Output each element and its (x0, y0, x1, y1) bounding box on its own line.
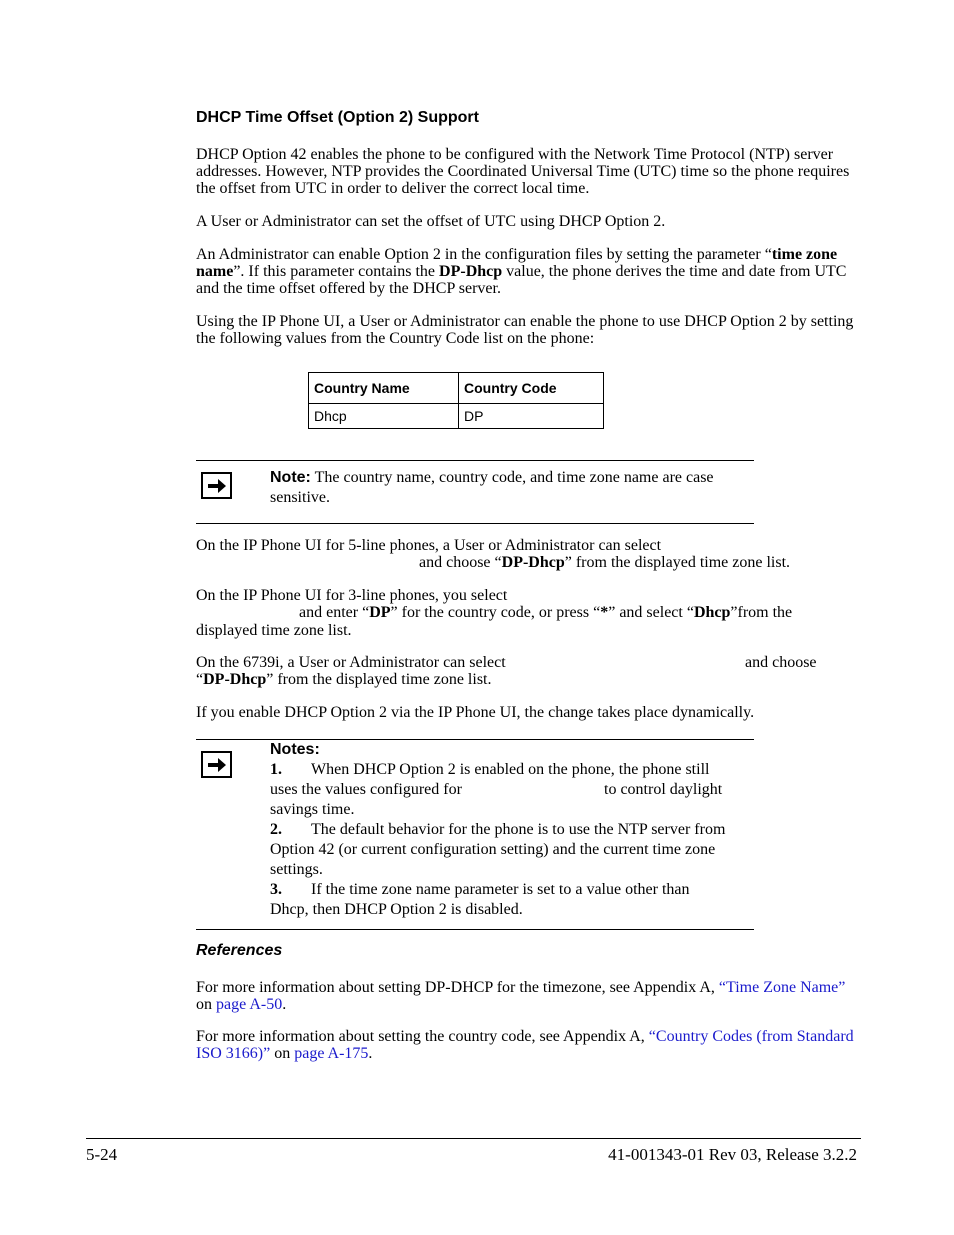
paragraph-3line-b: and enter “DP” for the country code, or press “*” and select “Dhcp”from the (299, 604, 793, 621)
link-time-zone-name[interactable]: “Time Zone Name” (718, 979, 846, 996)
list-item: 2. The default behavior for the phone is to use the NTP server from (270, 821, 726, 838)
paragraph-5line-a: On the IP Phone UI for 5-line phones, a User or Administrator can select (196, 537, 662, 554)
table-header-country-name: Country Name (309, 373, 459, 404)
table-header-country-code: Country Code (459, 373, 604, 404)
note-top-rule (196, 460, 754, 461)
paragraph-3line-c: displayed time zone list. (196, 622, 352, 639)
paragraph-6739i-a: On the 6739i, a User or Administrator can select (196, 654, 506, 671)
footer-rule (86, 1138, 861, 1139)
paragraph-6739i-c: “DP-Dhcp” from the displayed time zone list. (196, 671, 492, 688)
document-id: 41-001343-01 Rev 03, Release 3.2.2 (608, 1145, 857, 1164)
list-item: 3. If the time zone name parameter is set to a value other than (270, 881, 690, 898)
section-heading: DHCP Time Offset (Option 2) Support (196, 109, 479, 126)
paragraph-config: An Administrator can enable Option 2 in the configuration files by setting the parameter “time zone name”. If this parameter contains the DP-Dhcp value, the phone derives the time and date from UTC and the time offset offered by the DHCP server. (196, 246, 847, 297)
list-item-line: Dhcp, then DHCP Option 2 is disabled. (270, 901, 523, 918)
notes-label: Notes: (270, 741, 320, 758)
references-heading: References (196, 942, 283, 959)
link-page-a-50[interactable]: page A-50 (216, 996, 283, 1013)
table-row (309, 404, 604, 429)
link-page-a-175[interactable]: page A-175 (294, 1045, 369, 1062)
paragraph-intro: DHCP Option 42 enables the phone to be configured with the Network Time Protocol (NTP) server addresses. However, NTP provides the Coordinated Universal Time (UTC) time so the phone requires the offset from UTC in order to deliver the correct local time. (196, 146, 850, 197)
notes-bottom-rule (196, 929, 754, 930)
note-case-sensitive: Note: The country name, country code, and time zone name are case sensitive. (270, 469, 714, 506)
list-item-line: Option 42 (or current configuration setting) and the current time zone (270, 841, 716, 858)
list-item-line: savings time. (270, 801, 355, 818)
paragraph-3line-a: On the IP Phone UI for 3-line phones, you select (196, 587, 508, 604)
paragraph-offset: A User or Administrator can set the offset of UTC using DHCP Option 2. (196, 213, 666, 230)
reference-country-code: For more information about setting the country code, see Appendix A, “Country Codes (from Standard ISO 3166)” on page A-175. (196, 1028, 854, 1062)
list-item-line: settings. (270, 861, 323, 878)
paragraph-5line-b: and choose “DP-Dhcp” from the displayed time zone list. (419, 554, 791, 571)
country-code-table (308, 372, 604, 429)
list-item: 1. When DHCP Option 2 is enabled on the phone, the phone still (270, 761, 710, 778)
paragraph-ui: Using the IP Phone UI, a User or Administrator can enable the phone to use DHCP Option 2 by setting the following values from the Country Code list on the phone: (196, 313, 854, 347)
paragraph-6739i-b: and choose (745, 654, 817, 671)
table-cell: Dhcp (309, 404, 459, 429)
list-item-line: uses the values configured for to control daylight (270, 781, 723, 798)
note-bottom-rule (196, 523, 754, 524)
arrow-right-icon (201, 751, 232, 778)
table-cell: DP (459, 404, 604, 429)
reference-timezone: For more information about setting DP-DHCP for the timezone, see Appendix A, “Time Zone Name” on page A-50. (196, 979, 846, 1013)
page-number: 5-24 (86, 1145, 118, 1164)
paragraph-dynamic: If you enable DHCP Option 2 via the IP Phone UI, the change takes place dynamically. (196, 704, 755, 721)
arrow-right-icon (201, 472, 232, 499)
notes-block (270, 740, 754, 920)
link-country-codes[interactable]: “Country Codes (from Standard ISO 3166)” (196, 1028, 854, 1062)
